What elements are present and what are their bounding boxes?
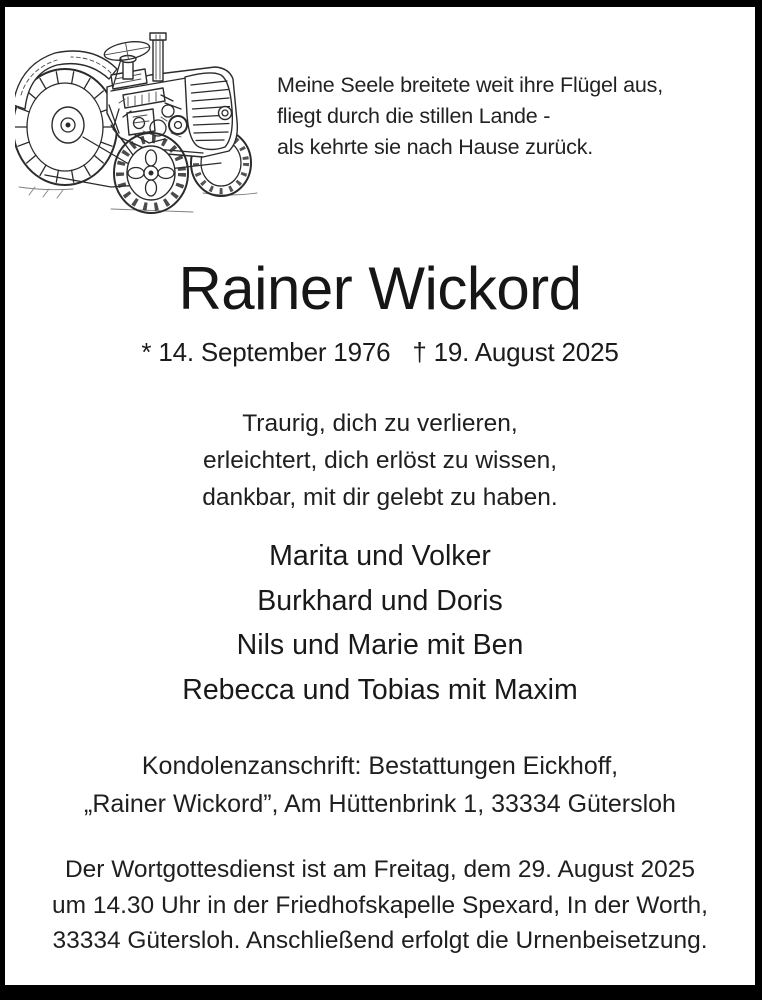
tractor-icon (15, 25, 267, 223)
poem-line: Meine Seele breitete weit ihre Flügel aus, (277, 73, 663, 97)
mourners-list (5, 534, 755, 712)
mourner-line: Burkhard und Doris (257, 584, 503, 617)
life-dates (5, 337, 755, 368)
service-info (5, 852, 755, 959)
poem-line: fliegt durch die stillen Lande - (277, 104, 551, 128)
death-date: † 19. August 2025 (412, 337, 619, 367)
service-line: um 14.30 Uhr in der Friedhofskapelle Spexard, In der Worth, (52, 891, 708, 919)
verse-line: dankbar, mit dir gelebt zu haben. (202, 484, 558, 511)
condolence-line: „Rainer Wickord”, Am Hüttenbrink 1, 33334 Gütersloh (84, 790, 676, 818)
verse-line: erleichtert, dich erlöst zu wissen, (202, 447, 558, 474)
poem (277, 70, 663, 163)
service-line: Der Wortgottesdienst ist am Freitag, dem 29. August 2025 (64, 856, 696, 883)
mourner-line: Marita und Volker (269, 540, 491, 572)
deceased-name: Rainer Wickord (178, 255, 582, 322)
obituary-card (5, 7, 755, 985)
tractor-illustration (15, 25, 267, 223)
poem-line: als kehrte sie nach Hause zurück. (277, 135, 594, 159)
service-line: 33334 Gütersloh. Anschließend erfolgt die Urnenbeisetzung. (52, 927, 708, 954)
mourner-line: Nils und Marie mit Ben (236, 629, 524, 661)
condolence-verse (5, 405, 755, 516)
condolence-address (5, 747, 755, 823)
condolence-line: Kondolenzanschrift: Bestattungen Eickhoff, (141, 752, 619, 780)
verse-line: Traurig, dich zu verlieren, (242, 410, 518, 437)
birth-date: * 14. September 1976 (141, 337, 391, 367)
mourner-line: Rebecca und Tobias mit Maxim (182, 673, 578, 706)
